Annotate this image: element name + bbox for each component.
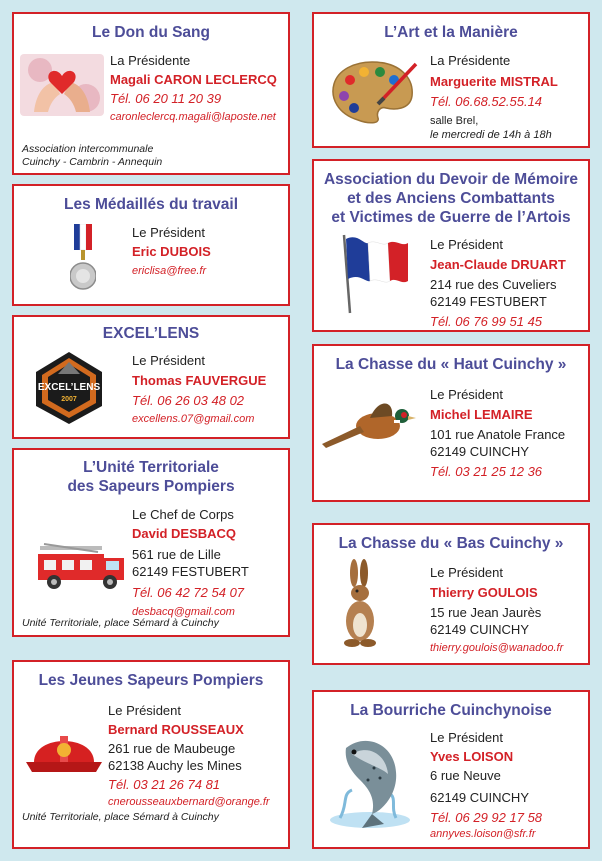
email-link[interactable]: cnerousseauxbernard@orange.fr bbox=[108, 796, 270, 808]
rabbit-icon bbox=[338, 559, 382, 649]
address-line: 62149 FESTUBERT bbox=[430, 294, 547, 309]
address-line: 62149 CUINCHY bbox=[430, 444, 529, 459]
phone-number: Tél. 03 21 26 74 81 bbox=[108, 777, 221, 792]
email-link[interactable]: desbacq@gmail.com bbox=[132, 606, 235, 618]
card-title: Les Médaillés du travail bbox=[63, 196, 238, 213]
role-label: La Présidente bbox=[430, 53, 511, 68]
president-name: Eric DUBOIS bbox=[132, 244, 211, 259]
role-label: Le Président bbox=[430, 730, 503, 745]
card-don-du-sang bbox=[12, 12, 290, 175]
card-chasse-bas bbox=[312, 523, 590, 665]
card-title: La Bourriche Cuinchynoise bbox=[350, 702, 552, 719]
blood-donation-hands-icon bbox=[20, 54, 104, 116]
contact-info bbox=[108, 702, 270, 810]
card-title: Les Jeunes Sapeurs Pompiers bbox=[38, 672, 264, 689]
meeting-place: salle Brel, bbox=[430, 115, 479, 127]
contact-info bbox=[132, 506, 249, 620]
president-name: Yves LOISON bbox=[430, 749, 514, 764]
contact-info bbox=[430, 236, 566, 330]
note-line: Unité Territoriale, place Sémard à Cuinchy bbox=[22, 811, 219, 823]
medal-icon bbox=[70, 224, 96, 294]
card-art-maniere bbox=[312, 12, 590, 148]
phone-number: Tél. 06 29 92 17 58 bbox=[430, 810, 543, 825]
address-line: 62149 CUINCHY bbox=[430, 622, 529, 637]
role-label: Le Président bbox=[132, 353, 205, 368]
phone-number: Tél. 06 26 03 48 02 bbox=[132, 393, 245, 408]
card-title: Le Don du Sang bbox=[92, 24, 210, 41]
president-name: David DESBACQ bbox=[132, 526, 237, 541]
role-label: Le Président bbox=[430, 237, 503, 252]
note-line: Cuinchy - Cambrin - Annequin bbox=[22, 156, 163, 168]
card-chasse-haut bbox=[312, 344, 590, 502]
role-label: Le Président bbox=[108, 703, 181, 718]
address-line: 62149 FESTUBERT bbox=[132, 564, 249, 579]
card-title: La Chasse du « Haut Cuinchy » bbox=[335, 356, 567, 373]
contact-info bbox=[132, 352, 266, 427]
address-line: 561 rue de Lille bbox=[132, 547, 221, 562]
logo-text: EXCEL’LENS bbox=[37, 382, 101, 393]
email-link[interactable]: ericlisa@free.fr bbox=[132, 265, 207, 277]
role-label: La Présidente bbox=[110, 53, 191, 68]
president-name: Bernard ROUSSEAUX bbox=[108, 722, 244, 737]
president-name: Marguerite MISTRAL bbox=[430, 74, 558, 89]
contact-info bbox=[430, 729, 542, 842]
card-devoir-memoire bbox=[312, 159, 590, 332]
card-title-line: Association du Devoir de Mémoire bbox=[323, 171, 579, 188]
phone-number: Tél. 03 21 25 12 36 bbox=[430, 464, 543, 479]
contact-info bbox=[430, 386, 565, 480]
contact-info bbox=[430, 564, 563, 656]
card-title: L’Art et la Manière bbox=[384, 24, 518, 41]
email-link[interactable]: caronleclercq.magali@laposte.net bbox=[110, 111, 276, 123]
fire-truck-icon bbox=[36, 542, 128, 592]
president-name: Thierry GOULOIS bbox=[430, 585, 538, 600]
email-link[interactable]: annyves.loison@sfr.fr bbox=[430, 828, 536, 840]
phone-number: Tél. 06 20 11 20 39 bbox=[110, 91, 222, 106]
pheasant-icon bbox=[320, 396, 418, 454]
note-line: Association intercommunale bbox=[22, 143, 154, 155]
meeting-time: le mercredi de 14h à 18h bbox=[430, 129, 552, 141]
card-title: EXCEL’LENS bbox=[102, 325, 200, 342]
card-title-line: L’Unité Territoriale bbox=[83, 459, 219, 476]
role-label: Le Chef de Corps bbox=[132, 507, 234, 522]
firefighter-helmet-icon bbox=[24, 722, 104, 778]
president-name: Thomas FAUVERGUE bbox=[132, 373, 267, 388]
fish-icon bbox=[322, 728, 416, 832]
role-label: Le Président bbox=[430, 565, 503, 580]
card-bourriche bbox=[312, 690, 590, 849]
phone-number: Tél. 06 76 99 51 45 bbox=[430, 314, 543, 329]
president-name: Michel LEMAIRE bbox=[430, 407, 533, 422]
president-name: Magali CARON LECLERCQ bbox=[110, 72, 277, 87]
contact-info bbox=[430, 52, 558, 142]
card-sapeurs-pompiers bbox=[12, 448, 290, 637]
address-line: 261 rue de Maubeuge bbox=[108, 741, 236, 756]
address-line: 62149 CUINCHY bbox=[430, 790, 529, 805]
address-line: 214 rue des Cuveliers bbox=[430, 277, 557, 292]
excellens-logo bbox=[32, 350, 106, 426]
card-title-line: et des Anciens Combattants bbox=[347, 190, 555, 207]
logo-year: 2007 bbox=[61, 396, 77, 403]
card-title: La Chasse du « Bas Cuinchy » bbox=[338, 535, 564, 552]
email-link[interactable]: thierry.goulois@wanadoo.fr bbox=[430, 642, 564, 654]
paint-palette-icon bbox=[328, 58, 418, 126]
role-label: Le Président bbox=[430, 387, 503, 402]
note-line: Unité Territoriale, place Sémard à Cuinchy bbox=[22, 617, 219, 629]
card-excellens bbox=[12, 315, 290, 439]
card-medailles bbox=[12, 184, 290, 306]
card-title-line: des Sapeurs Pompiers bbox=[67, 478, 235, 495]
card-title-line: et Victimes de Guerre de l’Artois bbox=[331, 209, 571, 226]
president-name: Jean-Claude DRUART bbox=[430, 257, 566, 272]
contact-info bbox=[132, 224, 211, 279]
card-jeunes-pompiers bbox=[12, 660, 290, 849]
contact-info bbox=[110, 52, 277, 125]
address-line: 101 rue Anatole France bbox=[430, 427, 566, 442]
phone-number: Tél. 06 42 72 54 07 bbox=[132, 585, 245, 600]
email-link[interactable]: excellens.07@gmail.com bbox=[132, 413, 255, 425]
role-label: Le Président bbox=[132, 225, 205, 240]
french-flag-icon bbox=[330, 231, 410, 317]
address-line: 62138 Auchy les Mines bbox=[108, 758, 242, 773]
phone-number: Tél. 06.68.52.55.14 bbox=[430, 94, 543, 109]
address-line: 6 rue Neuve bbox=[430, 768, 501, 783]
address-line: 15 rue Jean Jaurès bbox=[430, 605, 542, 620]
